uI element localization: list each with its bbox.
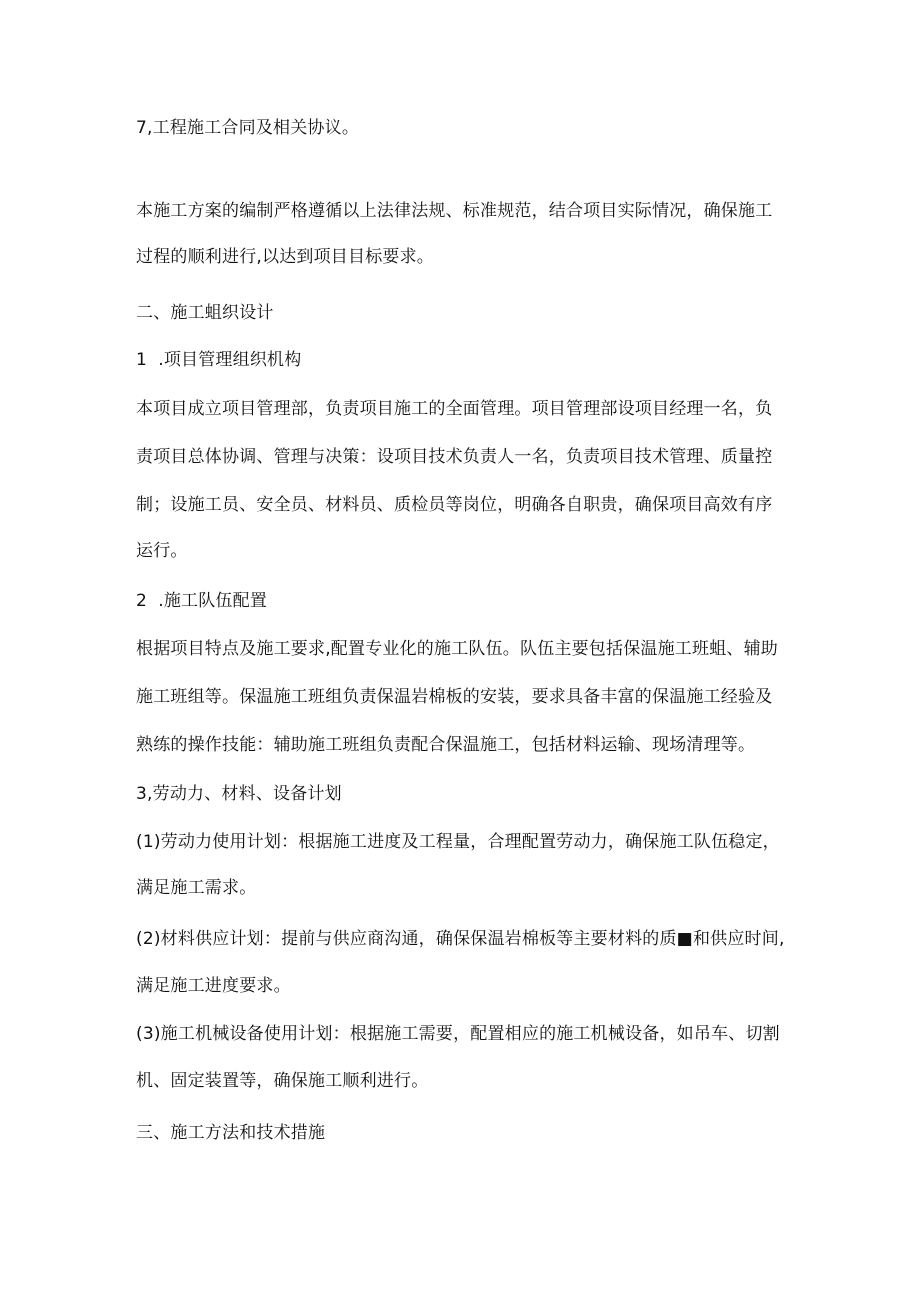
section-heading-2: 二、施工蛆织设计 (136, 303, 274, 323)
section-heading-3: 三、施工方法和技术措施 (136, 1123, 326, 1143)
list-item-contract: 7,工程施工合同及相关协议。 (136, 118, 360, 138)
body-paragraph-line: 制；设施工员、安全员、材料员、质检员等岗位，明确各自职贵，确保项目高效有序 (136, 495, 773, 515)
body-paragraph-line: 本项目成立项目管理部，负责项目施工的全面管理。项目管理部设项目经理一名，负 (136, 399, 773, 419)
body-paragraph-line: 责项目总体协调、管理与决策：设项目技术负责人一名，负责项目技术管理、质量控 (136, 447, 773, 467)
body-paragraph-line: 施工班组等。保温施工班组负责保温岩棉板的安装，要求具备丰富的保温施工经验及 (136, 687, 773, 707)
list-item-equipment-plan: (3)施工机械设备使用计划：根据施工需要，配置相应的施工机械设备，如吊车、切割 (136, 1024, 780, 1044)
body-paragraph-line: 运行。 (136, 541, 188, 561)
body-paragraph-line: 本施工方案的编制严格遵循以上法律法规、标准规范，结合项目实际情况，确保施工 (136, 201, 773, 221)
body-paragraph-line: 根据项目特点及施工要求,配置专业化的施工队伍。队伍主要包括保温施工班蛆、辅助 (136, 639, 779, 659)
body-paragraph-line: 熟练的操作技能：辅助施工班组负责配合保温施工，包括材料运输、现场清理等。 (136, 735, 756, 755)
body-paragraph-line: 机、固定装置等，确保施工顺利进行。 (136, 1071, 429, 1091)
list-item-labor-plan: (1)劳动力使用计划：根据施工进度及工程量，合理配置劳动力，确保施工队伍稳定， (136, 832, 780, 852)
subsection-heading-1: 1 .项目管理组织机构 (136, 350, 302, 370)
body-paragraph-line: 满足施工需求。 (136, 878, 257, 898)
subsection-heading-2: 2 .施工队伍配置 (136, 591, 268, 611)
list-item-material-plan: (2)材料供应计划：提前与供应商沟通，确保保温岩棉板等主要材料的质■和供应时间, (136, 929, 785, 949)
subsection-heading-3: 3,劳动力、材料、设备计划 (136, 784, 342, 804)
body-paragraph-line: 满足施工进度要求。 (136, 976, 291, 996)
body-paragraph-line: 过程的顺利进行,以达到项目目标要求。 (136, 247, 435, 267)
